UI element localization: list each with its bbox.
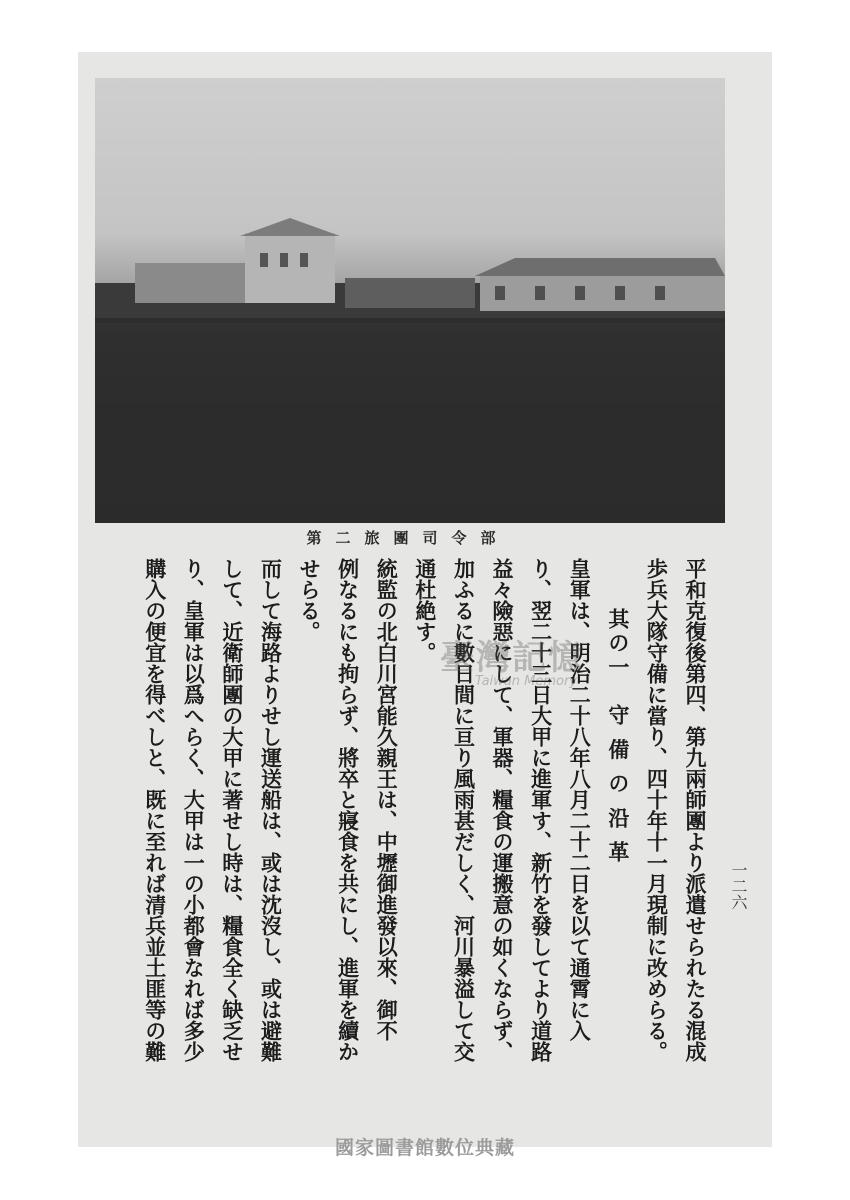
- text-column: して、近衛師團の大甲に著せし時は、糧食全く缺乏せ: [219, 558, 245, 1062]
- text-column: 平和克復後第四、第九兩師團より派遣せられたる混成: [683, 558, 708, 1062]
- text-column: 皇軍は、明治二十八年八月二十二日を以て通霄に入: [567, 558, 593, 1041]
- text-column: 購入の便宜を得べしと、既に至れば清兵並土匪等の難: [142, 558, 168, 1062]
- text-column: 統監の北白川宮能久親王は、中壢御進發以來、御不: [374, 558, 400, 1041]
- text-column: 加ふるに數日間に亘り風雨甚だしく、河川暴溢して交: [451, 558, 477, 1062]
- text-column: 通杜絶す。: [412, 558, 438, 663]
- text-column: 而して海路よりせし運送船は、或は沈沒し、或は避難: [258, 558, 284, 1062]
- building-photograph: [95, 78, 725, 523]
- text-column: 例なるにも拘らず、將卒と寢食を共にし、進軍を續か: [335, 558, 361, 1062]
- watermark-subtext: Taiwan Memory: [475, 674, 577, 689]
- text-column: 歩兵大隊守備に當り、四十年十一月現制に改めらる。: [644, 558, 670, 1062]
- text-column: り、翌二十三日大甲に進軍す、新竹を發してより道路: [528, 558, 554, 1062]
- section-heading: 其の一 守 備 の 沿 革: [605, 608, 631, 866]
- page-number: 一二六: [729, 862, 748, 910]
- text-column: り、皇軍は以爲へらく、大甲は一の小都會なれば多少: [181, 558, 207, 1062]
- text-column: 益々險惡にして、軍器、糧食の運搬意の如くならず、: [490, 558, 516, 1062]
- text-column: せらる。: [297, 558, 323, 642]
- watermark-text: 臺灣記憶: [440, 638, 584, 678]
- library-footer: 國家圖書館數位典藏: [334, 1137, 515, 1159]
- photo-caption: 第二旅團司令部: [306, 529, 510, 547]
- vertical-body-text: [84, 558, 714, 1088]
